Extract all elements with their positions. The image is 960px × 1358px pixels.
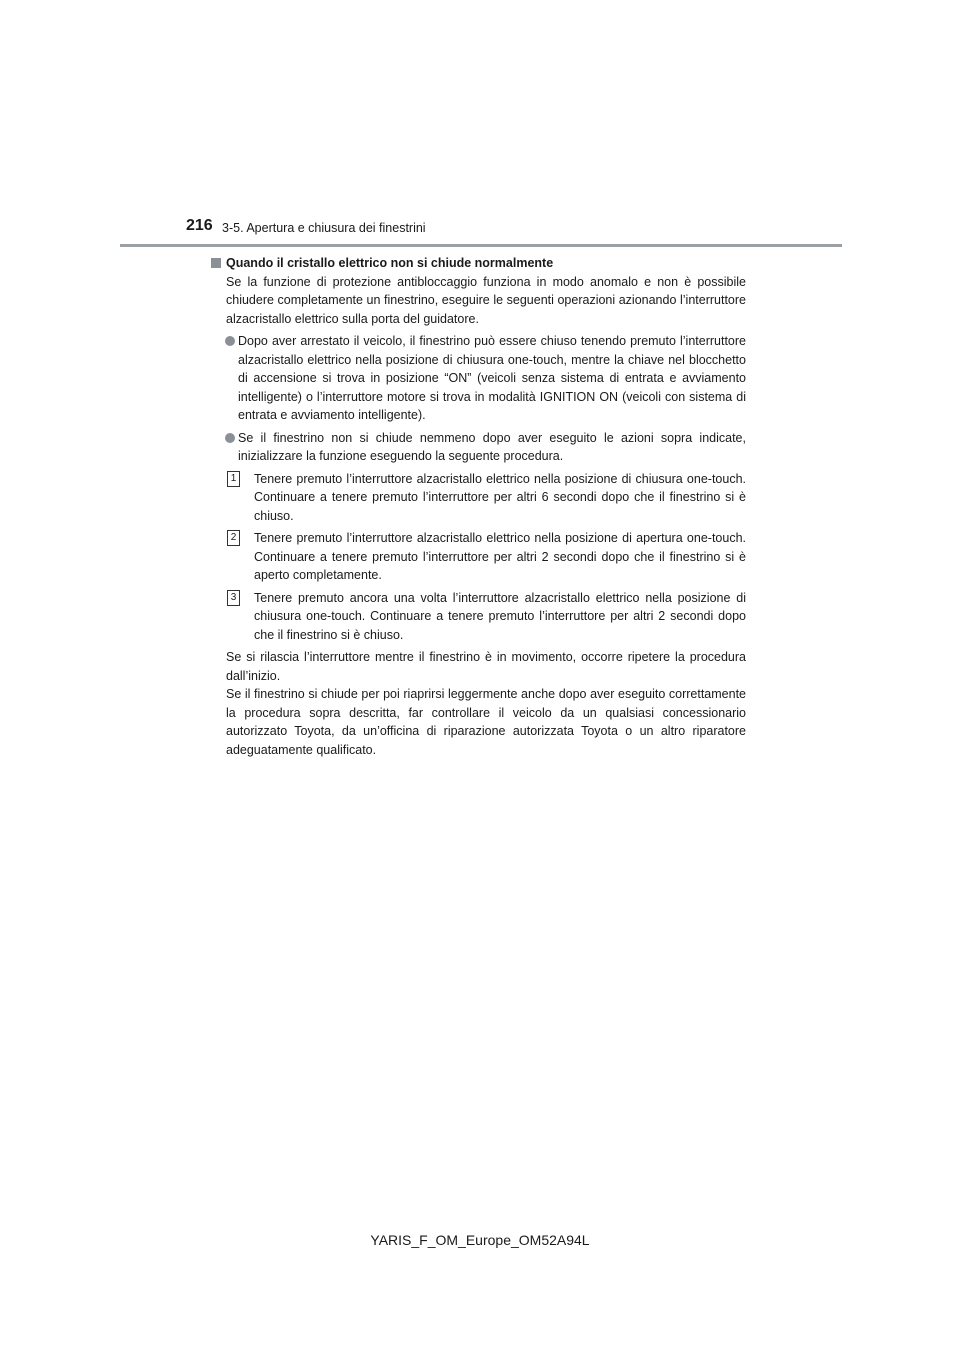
procedure-step bbox=[210, 470, 746, 526]
bullet-text: Dopo aver arrestato il veicolo, il finestrino può essere chiuso tenendo premuto l’interruttore alzacristallo elettrico nella posizione di chiusura one-touch, mentre la chiave nel blocchetto di accensione si trova in posizione “ON” (veicoli senza sistema di entrata e avviamento intelligente) o l’interruttore motore si trova in modalità IGNITION ON (veicoli con sistema di entrata e avviamento intelligente). bbox=[238, 334, 746, 422]
closing-paragraph bbox=[210, 648, 746, 759]
step-number-badge: 1 bbox=[227, 471, 240, 487]
list-item bbox=[210, 429, 746, 466]
section-title: 3-5. Apertura e chiusura dei finestrini bbox=[222, 221, 426, 235]
footer-doc-code: YARIS_F_OM_Europe_OM52A94L bbox=[370, 1232, 590, 1248]
square-bullet-icon bbox=[211, 258, 221, 268]
main-content bbox=[210, 254, 746, 759]
closing-text-1: Se si rilascia l’interruttore mentre il finestrino è in movimento, occorre ripetere la procedura dall’inizio. bbox=[226, 650, 746, 683]
procedure-step bbox=[210, 529, 746, 585]
step-text: Tenere premuto ancora una volta l’interruttore alzacristallo elettrico nella posizione di chiusura one-touch. Continuare a tenere premuto l’interruttore per altri 2 secondi dopo che il finestrino si è chiuso. bbox=[254, 590, 746, 642]
bullet-text: Se il finestrino non si chiude nemmeno dopo aver eseguito le azioni sopra indicate, inizializzare la funzione eseguendo la seguente procedura. bbox=[238, 430, 746, 463]
step-number-badge: 3 bbox=[227, 590, 240, 606]
circle-bullet-icon bbox=[225, 433, 235, 443]
intro-paragraph: Se la funzione di protezione antibloccaggio funziona in modo anomalo e non è possibile chiudere completamente un finestrino, eseguire le seguenti operazioni azionando l’interruttore alzacristallo elettrico sulla porta del guidatore. bbox=[226, 274, 746, 326]
step-text: Tenere premuto l’interruttore alzacristallo elettrico nella posizione di chiusura one-touch. Continuare a tenere premuto l’interruttore per altri 6 secondi dopo che il finestrino si è chiuso. bbox=[254, 471, 746, 523]
step-number-badge: 2 bbox=[227, 530, 240, 546]
list-item bbox=[210, 332, 746, 425]
header-divider bbox=[120, 244, 842, 247]
circle-bullet-icon bbox=[225, 336, 235, 346]
step-text: Tenere premuto l’interruttore alzacristallo elettrico nella posizione di apertura one-touch. Continuare a tenere premuto l’interruttore per altri 2 secondi dopo che il finestrino si è aperto completamente. bbox=[254, 531, 746, 582]
subsection-heading bbox=[210, 254, 746, 273]
closing-text-2: Se il finestrino si chiude per poi riaprirsi leggermente anche dopo aver eseguito correttamente la procedura sopra descritta, far controllare il veicolo da un qualsiasi concessionario autorizzato Toyota, da un’officina di riparazione autorizzata Toyota o un altro riparatore adeguatamente qualificato. bbox=[226, 687, 746, 757]
page-number: 216 bbox=[186, 217, 213, 234]
procedure-step bbox=[210, 589, 746, 645]
subsection-heading-text: Quando il cristallo elettrico non si chiude normalmente bbox=[226, 256, 554, 270]
